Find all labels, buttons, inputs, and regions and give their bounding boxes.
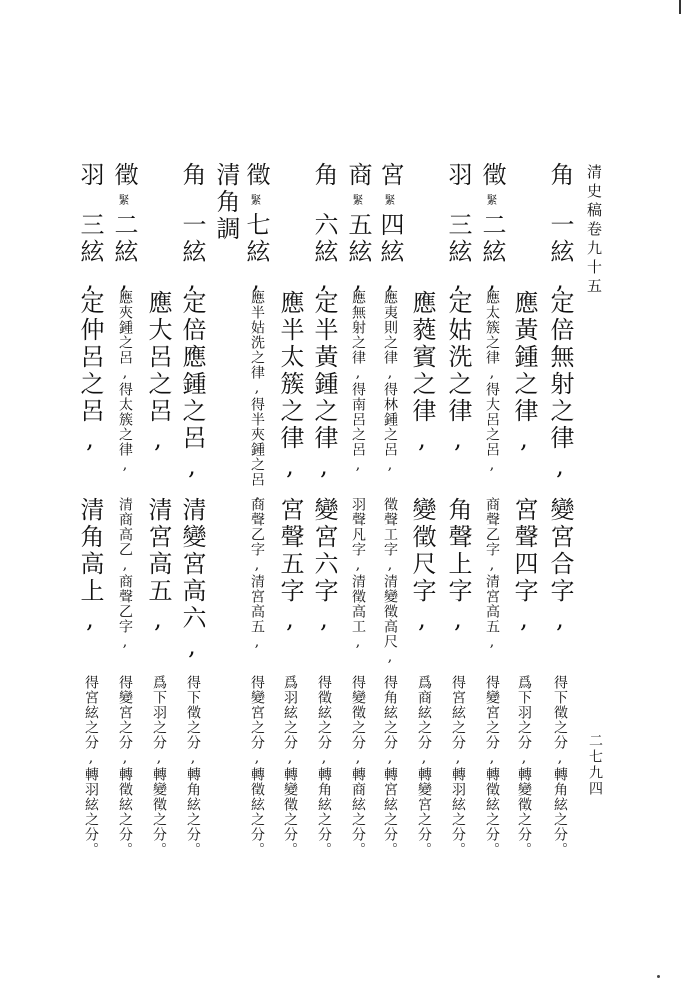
column-8-division: 得徵絃之分,轉角絃之分。: [316, 675, 332, 857]
column-3-string-role: 徵: [478, 162, 506, 189]
column-4-string-role: 羽: [444, 162, 472, 189]
column-12-division: 得下徵之分,轉角絃之分。: [185, 675, 201, 857]
column-13-pitch: 應大呂之呂,: [144, 290, 172, 456]
scan-speck: [657, 975, 660, 978]
column-12-pitch: 定倍應鍾之呂,: [178, 290, 206, 483]
column-10-division: 得變宮之分,轉徵絃之分。: [249, 675, 265, 857]
column-6-division: 得角絃之分,轉宮絃之分。: [382, 675, 398, 857]
column-4-string-number: 三絃,: [444, 212, 472, 297]
column-6-string-number: 四絃,: [376, 212, 404, 297]
column-3-tighten-mark: 緊: [485, 194, 498, 205]
column-3-pitch: 應太簇之律,得大呂之呂,: [484, 290, 500, 474]
column-7-string-role: 商: [344, 162, 372, 189]
column-2-division: 爲下羽之分,轉變徵之分。: [516, 675, 532, 857]
column-7-string-number: 五絃,: [344, 212, 372, 297]
column-10-string-number: 七絃,: [242, 212, 270, 297]
column-5-pitch: 應蕤賓之律,: [408, 290, 436, 456]
column-7-pitch: 應無射之律,得南呂之呂,: [350, 290, 366, 474]
column-7-tighten-mark: 緊: [351, 194, 364, 205]
column-10-string-role: 徵: [242, 162, 270, 189]
column-6-string-role: 宮: [376, 162, 404, 189]
column-5-division: 爲商絃之分,轉變宮之分。: [416, 675, 432, 857]
column-9-pitch: 應半太簇之律,: [276, 290, 304, 483]
column-1-string-number: 一絃,: [546, 212, 574, 297]
column-12-string-number: 一絃,: [178, 212, 206, 297]
column-8-note: 變宮六字,: [310, 497, 338, 636]
column-14-division: 得變宮之分,轉徵絃之分。: [117, 675, 133, 857]
column-9-division: 爲羽絃之分,轉變徵之分。: [282, 675, 298, 857]
column-15-note: 清角高上,: [76, 497, 104, 636]
column-13-division: 爲下羽之分,轉變徵之分。: [151, 675, 167, 857]
column-15-pitch: 定仲呂之呂,: [76, 290, 104, 456]
column-7-division: 得變徵之分,轉商絃之分。: [350, 675, 366, 857]
column-6-note: 徵聲工字,清變徵高尺,: [382, 497, 398, 666]
column-12-note: 清變宮高六,: [178, 497, 206, 663]
column-9-note: 宮聲五字,: [276, 497, 304, 636]
column-14-tighten-mark: 緊: [117, 194, 130, 205]
column-3-string-number: 二絃,: [478, 212, 506, 297]
column-14-note: 清商高乙,商聲乙字,: [117, 497, 133, 651]
column-1-string-role: 角: [546, 162, 574, 189]
column-14-string-role: 徵: [110, 162, 138, 189]
running-header: 清史稿卷九十五: [585, 164, 603, 297]
column-4-note: 角聲上字,: [444, 497, 472, 636]
column-10-tighten-mark: 緊: [249, 194, 262, 205]
column-8-string-role: 角: [310, 162, 338, 189]
column-12-string-role: 角: [178, 162, 206, 189]
column-6-tighten-mark: 緊: [383, 194, 396, 205]
column-8-string-number: 六絃,: [310, 212, 338, 297]
column-1-pitch: 定倍無射之律,: [546, 290, 574, 483]
column-10-note: 商聲乙字,清宮高五,: [249, 497, 265, 651]
column-1-division: 得下徵之分,轉角絃之分。: [552, 675, 568, 857]
column-2-pitch: 應黃鍾之律,: [510, 290, 538, 456]
page-number: 二七九四: [587, 733, 603, 797]
column-8-pitch: 定半黃鍾之律,: [310, 290, 338, 483]
column-3-division: 得變宮之分,轉徵絃之分。: [484, 675, 500, 857]
column-13-note: 清宮高五,: [144, 497, 172, 636]
column-15-string-number: 三絃,: [76, 212, 104, 297]
column-4-division: 得宮絃之分,轉羽絃之分。: [450, 675, 466, 857]
column-6-pitch: 應夷則之律,得林鍾之呂,: [382, 290, 398, 474]
column-7-note: 羽聲凡字,清徵高工,: [350, 497, 366, 651]
column-15-division: 得宮絃之分,轉羽絃之分。: [83, 675, 99, 857]
mode-heading: 清角調: [212, 162, 240, 243]
column-14-string-number: 二絃,: [110, 212, 138, 297]
column-1-note: 變宮合字,: [546, 497, 574, 636]
column-3-note: 商聲乙字,清宮高五,: [484, 497, 500, 651]
column-5-note: 變徵尺字,: [408, 497, 436, 636]
column-14-pitch: 應夾鍾之呂,得太簇之律,: [117, 290, 133, 474]
column-2-note: 宮聲四字,: [510, 497, 538, 636]
column-15-string-role: 羽: [76, 162, 104, 189]
column-10-pitch: 應半姑洗之律,得半夾鍾之呂,: [249, 290, 265, 504]
column-4-pitch: 定姑洗之律,: [444, 290, 472, 456]
